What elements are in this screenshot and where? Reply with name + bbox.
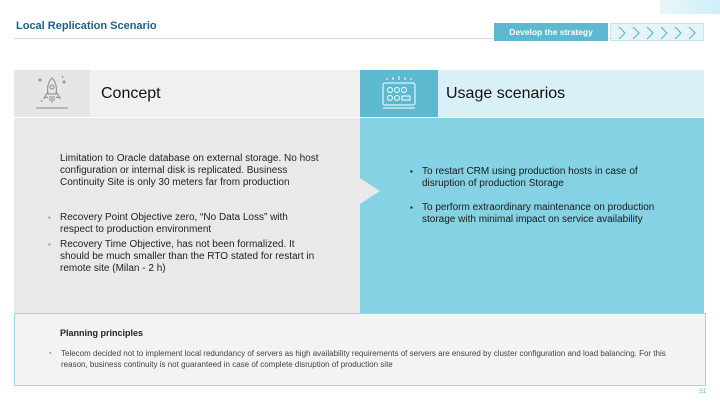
page-number: 51 — [699, 389, 706, 395]
chevron-right-icon — [647, 27, 653, 39]
rocket-icon — [14, 70, 90, 117]
planning-text: ▪ Telecom decided not to implement local redundancy of servers as high availability requirements of servers are ensured by cluster configuration and load balancing. For this reason, business continuity is not guaranteed in case of complete disruption of production site — [49, 348, 689, 370]
list-item: ▪ To restart CRM using production hosts in case of disruption of production Storage — [410, 166, 678, 190]
planning-title: Planning principles — [60, 328, 144, 338]
usage-heading: Usage scenarios — [446, 85, 566, 102]
page-title: Local Replication Scenario — [16, 20, 157, 32]
chevron-right-icon — [689, 27, 695, 39]
corner-decoration — [660, 0, 720, 14]
usage-bullets — [410, 163, 678, 238]
stage-indicator — [494, 23, 704, 41]
concept-icon-box — [14, 70, 90, 117]
list-item: ▪ To perform extraordinary maintenance on production storage with minimal impact on service availability — [410, 202, 678, 226]
concept-intro: Limitation to Oracle database on external storage. No host configuration or internal disk is replicated. Business Continuity Site is only 30 meters far from production — [60, 153, 319, 188]
list-item: ▪ Recovery Point Objective zero, “No Data Loss” with respect to production environment — [48, 212, 320, 236]
chevron-right-icon — [633, 27, 639, 39]
concept-bullets — [48, 209, 320, 275]
chevron-right-icon — [675, 27, 681, 39]
panel-arrow — [360, 178, 380, 204]
chevron-right-icon — [661, 27, 667, 39]
list-item: ▪ Recovery Time Objective, has not been formalized. It should be much smaller than the RTO stated for restart in remote site (Milan - 2 h) — [48, 239, 320, 275]
chevron-right-icon — [619, 27, 625, 39]
concept-heading: Concept — [101, 85, 161, 102]
stage-label: Develop the strategy — [494, 23, 608, 41]
planning-box — [14, 313, 706, 386]
usage-icon-box — [360, 70, 438, 117]
stage-chevrons — [610, 23, 704, 41]
dashboard-icon — [360, 70, 438, 117]
